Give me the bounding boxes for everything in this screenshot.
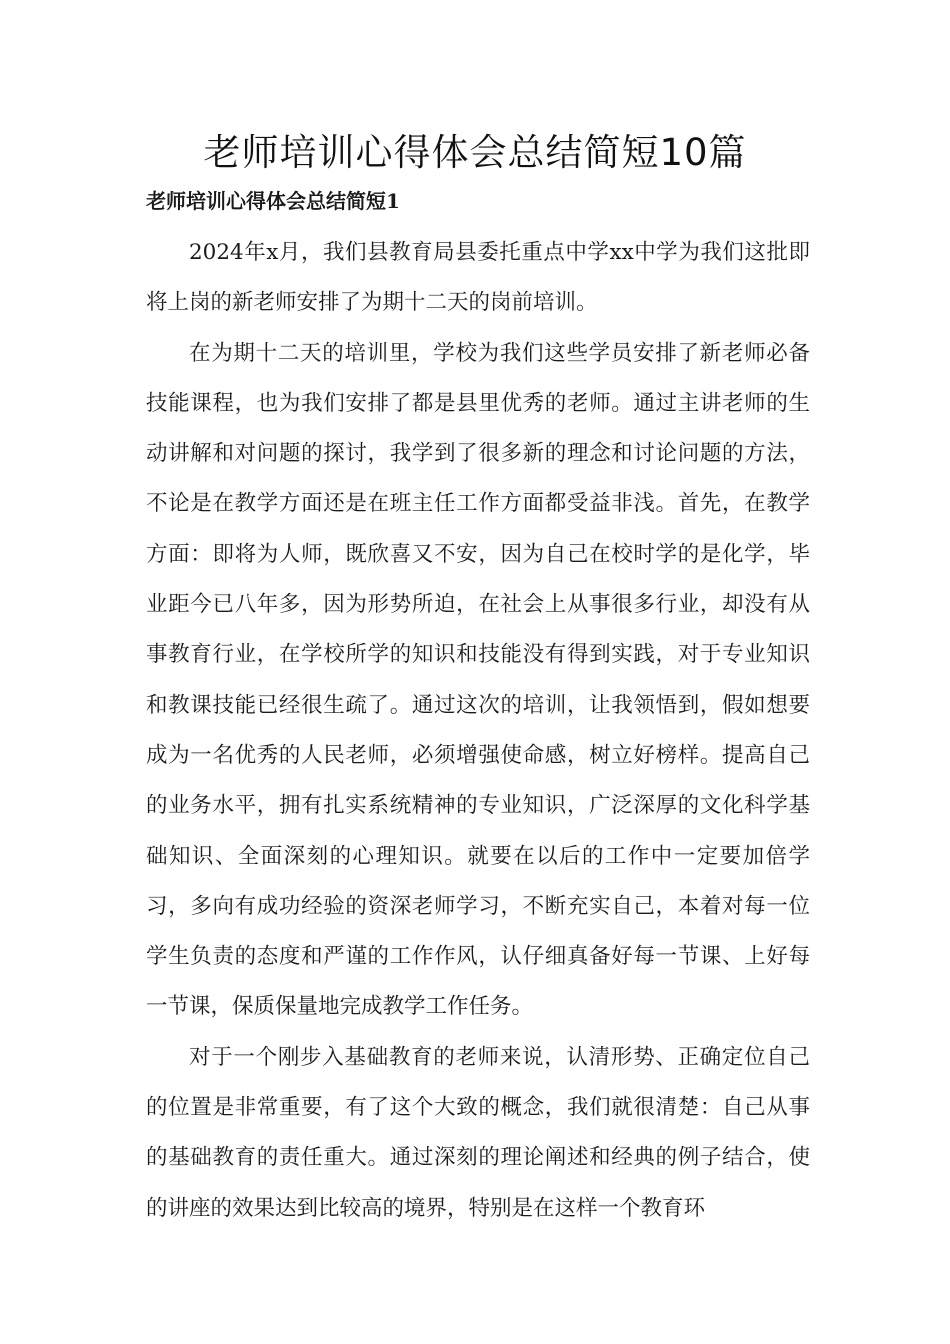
document-body <box>146 228 810 1234</box>
section-heading: 老师培训心得体会总结简短1 <box>146 189 400 213</box>
paragraph-3: 对于一个刚步入基础教育的老师来说，认清形势、正确定位自己的位置是非常重要，有了这个大致的概念，我们就很清楚：自己从事的基础教育的责任重大。通过深刻的理论阐述和经典的例子结合，使的讲座的效果达到比较高的境界，特别是在这样一个教育环 <box>146 1044 810 1221</box>
document-title: 老师培训心得体会总结简短10篇 <box>203 131 747 174</box>
paragraph-2: 在为期十二天的培训里，学校为我们这些学员安排了新老师必备技能课程，也为我们安排了都是县里优秀的老师。通过主讲老师的生动讲解和对问题的探讨，我学到了很多新的理念和讨论问题的方法，不论是在教学方面还是在班主任工作方面都受益非浅。首先，在教学方面：即将为人师，既欣喜又不安，因为自己在校时学的是化学，毕业距今已八年多，因为形势所迫，在社会上从事很多行业，却没有从事教育行业，在学校所学的知识和技能没有得到实践，对于专业知识和教课技能已经很生疏了。通过这次的培训，让我领悟到，假如想要成为一名优秀的人民老师，必须增强使命感，树立好榜样。提高自己的业务水平，拥有扎实系统精神的专业知识，广泛深厚的文化科学基础知识、全面深刻的心理知识。就要在以后的工作中一定要加倍学习，多向有成功经验的资深老师学习，不断充实自己，本着对每一位学生负责的态度和严谨的工作作风，认仔细真备好每一节课、上好每一节课，保质保量地完成教学工作任务。 <box>146 340 810 1020</box>
paragraph-1: 2024年x月，我们县教育局县委托重点中学xx中学为我们这批即将上岗的新老师安排了为期十二天的岗前培训。 <box>146 240 810 316</box>
